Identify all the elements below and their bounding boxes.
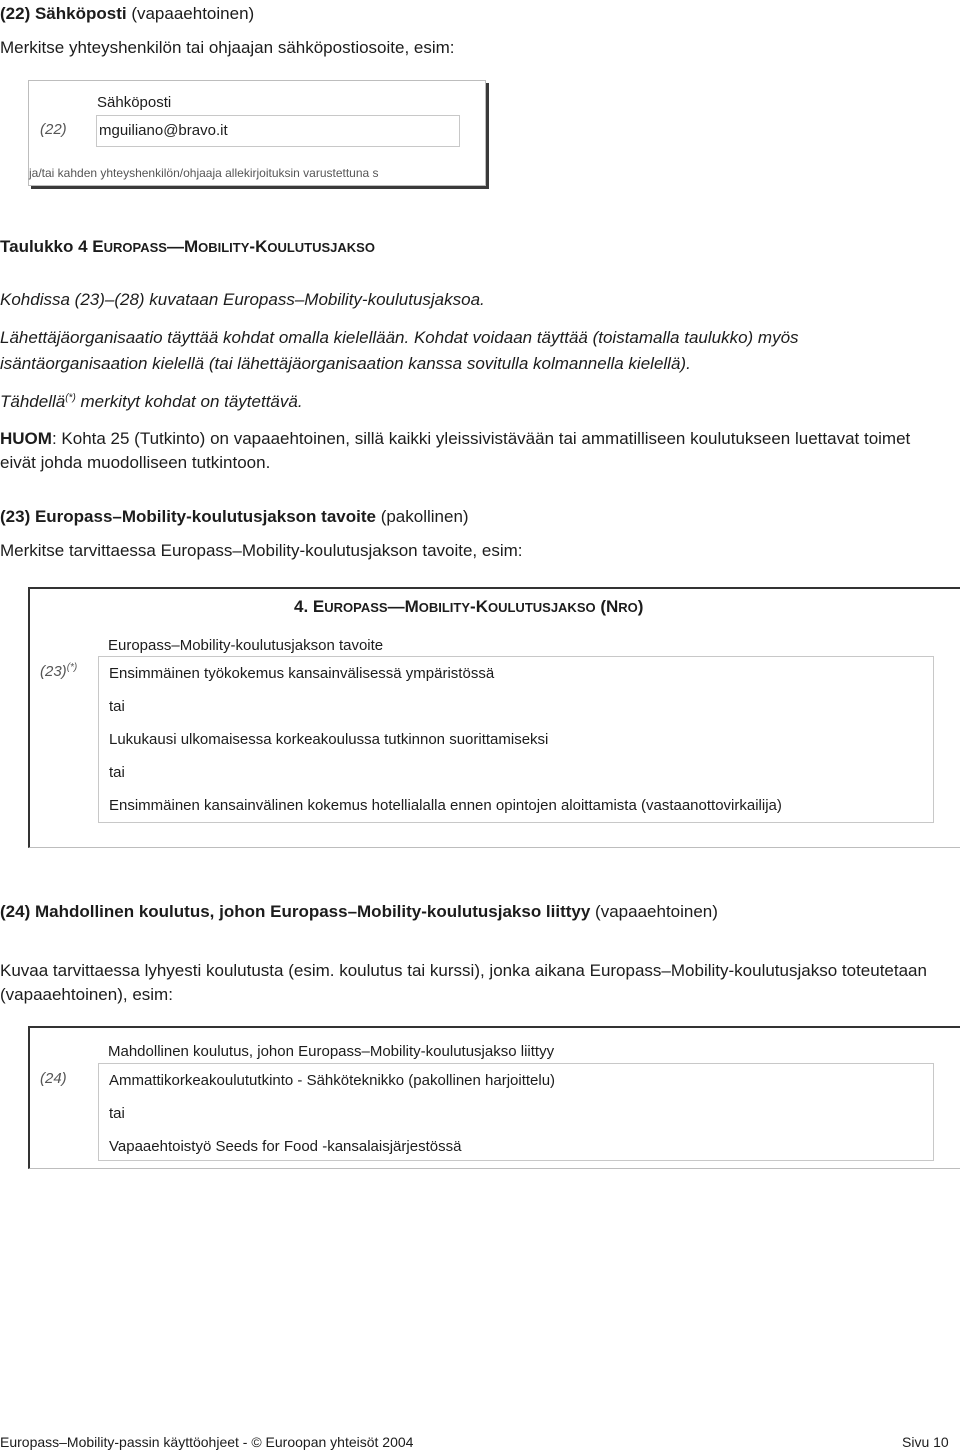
objective-line-3: Ensimmäinen kansainvälinen kokemus hotellialalla ennen opintojen aloittamista (vastaanottovirkailija) <box>109 797 782 814</box>
section-24-example-box <box>28 1026 960 1169</box>
section-24-title: (24) Mahdollinen koulutus, johon Europass–Mobility-koulutusjakso liittyy <box>0 902 591 921</box>
table-4-intro-2a: Lähettäjäorganisaatio täyttää kohdat omalla kielellään. Kohdat voidaan täyttää (toistamalla taulukko) myös <box>0 328 799 347</box>
section-23-number-text: (23) <box>40 663 67 680</box>
objective-line-1: Ensimmäinen työkokemus kansainvälisessä ympäristössä <box>109 665 495 682</box>
intro-3-sup: (*) <box>65 392 76 404</box>
box-header-uropass: UROPASS <box>324 600 388 615</box>
page-number: Sivu 10 <box>902 1434 949 1450</box>
huom-label: HUOM <box>0 429 52 448</box>
box-header-close: ) <box>637 597 644 616</box>
huom-line-1 <box>0 427 910 450</box>
intro-3-text-b: merkityt kohdat on täytettävä. <box>75 392 303 411</box>
section-24-field-label: Mahdollinen koulutus, johon Europass–Mobility-koulutusjakso liittyy <box>108 1043 555 1060</box>
section-24-instruction-b: (vapaaehtoinen), esim: <box>0 985 173 1004</box>
table-4-uropass: UROPASS <box>103 240 167 255</box>
box-header-m: —M <box>387 597 419 616</box>
section-23-number-sup: (*) <box>66 662 78 673</box>
section-22-title: (22) Sähköposti <box>0 4 127 23</box>
footer-left: Europass–Mobility-passin käyttöohjeet - © Euroopan yhteisöt 2004 <box>0 1434 414 1450</box>
table-4-prefix: Taulukko 4 <box>0 237 93 256</box>
box-header-k: -K <box>470 597 488 616</box>
section-22-heading <box>0 2 254 25</box>
section-23-title: (23) Europass–Mobility-koulutusjakson tavoite <box>0 507 376 526</box>
objective-or-1: tai <box>109 698 125 715</box>
section-23-field-label: Europass–Mobility-koulutusjakson tavoite <box>108 637 384 654</box>
table-4-oulutusjakso: OULUTUSJAKSO <box>267 240 375 255</box>
box-header-num: 4. <box>294 597 313 616</box>
box-header-open: ( <box>595 597 606 616</box>
section-23-example-box <box>28 587 960 848</box>
training-line-1: Ammattikorkeakoulututkinto - Sähköteknikko (pakollinen harjoittelu) <box>109 1072 556 1089</box>
table-4-title <box>0 237 375 257</box>
section-22-instruction: Merkitse yhteyshenkilön tai ohjaajan sähköpostiosoite, esim: <box>0 38 455 57</box>
training-line-2: Vapaaehtoistyö Seeds for Food -kansalaisjärjestössä <box>109 1138 462 1155</box>
email-value: mguiliano@bravo.it <box>99 122 228 139</box>
section-22-example-box <box>28 80 486 186</box>
section-23-instruction: Merkitse tarvittaessa Europass–Mobility-koulutusjakson tavoite, esim: <box>0 541 523 560</box>
section-22-note: ja/tai kahden yhteyshenkilön/ohjaaja allekirjoituksin varustettuna s <box>29 166 379 180</box>
section-24-instruction-a: Kuvaa tarvittaessa lyhyesti koulutusta (esim. koulutus tai kurssi), jonka aikana Europass–Mobility-koulutusjakso toteutetaan <box>0 961 927 980</box>
box-header-n: N <box>606 597 619 616</box>
table-4-m: M <box>183 237 199 256</box>
section-23-box-header <box>294 597 643 617</box>
box-header-oulutusjakso: OULUTUSJAKSO <box>487 600 596 615</box>
section-24-optional: (vapaaehtoinen) <box>590 902 718 921</box>
table-4-e: E <box>92 237 104 256</box>
training-field <box>98 1063 934 1161</box>
section-23-heading <box>0 505 469 528</box>
huom-line-2: eivät johda muodolliseen tutkintoon. <box>0 453 271 472</box>
section-22-number: (22) <box>40 121 67 138</box>
email-field <box>96 115 460 147</box>
table-4-k: K <box>255 237 268 256</box>
huom-text-a: : Kohta 25 (Tutkinto) on vapaaehtoinen, sillä kaikki yleissivistävään tai ammatilliseen koulutukseen luettavat toimet <box>51 429 911 448</box>
table-4-dash: — <box>166 237 184 256</box>
table-4-intro-2b: isäntäorganisaation kielellä (tai lähettäjäorganisaation kanssa sovitulla kolmannella kielellä). <box>0 354 691 373</box>
section-23-mandatory: (pakollinen) <box>375 507 469 526</box>
objective-or-2: tai <box>109 764 125 781</box>
box-header-e: E <box>312 597 325 616</box>
box-header-ro: RO <box>618 600 638 615</box>
training-or-1: tai <box>109 1105 125 1122</box>
section-23-number <box>40 663 77 680</box>
table-4-intro-3 <box>0 390 303 413</box>
objective-line-2: Lukukausi ulkomaisessa korkeakoulussa tutkinnon suorittamiseksi <box>109 731 549 748</box>
section-24-heading <box>0 900 718 923</box>
intro-3-text-a: Tähdellä <box>0 392 66 411</box>
objective-field <box>98 656 934 823</box>
section-22-optional: (vapaaehtoinen) <box>126 4 255 23</box>
table-4-hyphen: - <box>249 237 256 256</box>
table-4-intro-1: Kohdissa (23)–(28) kuvataan Europass–Mobility-koulutusjaksoa. <box>0 290 485 309</box>
table-4-obility: OBILITY <box>198 240 250 255</box>
section-22-field-label: Sähköposti <box>97 94 172 111</box>
section-24-number: (24) <box>40 1070 67 1087</box>
box-header-obility: OBILITY <box>418 600 471 615</box>
